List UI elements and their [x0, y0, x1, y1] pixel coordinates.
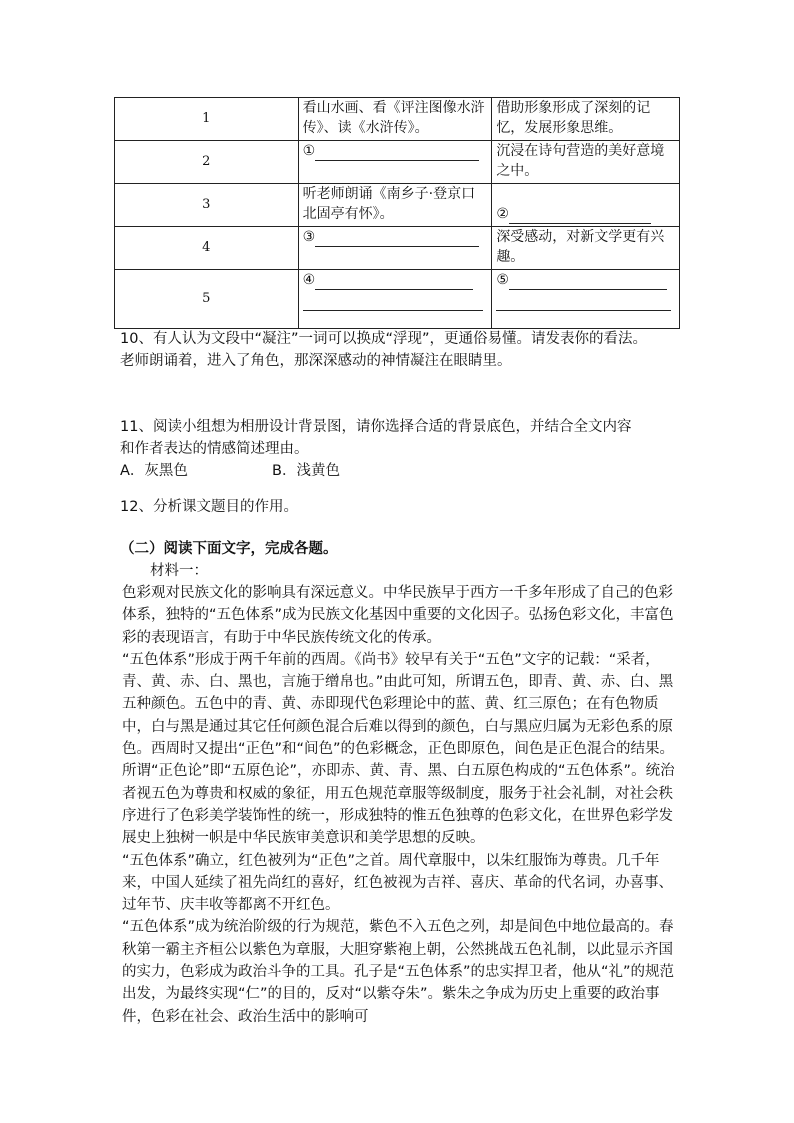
- passage-paragraph: “五色体系”形成于两千年前的西周。《尚书》较早有关于“五色”文字的记载：“采者，青、黄、赤、白、黑也，言施于缯帛也。”由此可知，所谓五色，即青、黄、赤、白、黑五种颜色。五色中的青、黄、赤即现代色彩理论中的蓝、黄、红三原色；在有色物质中，白与黑是通过其它任何颜色混合后难以得到的颜色，白与黑应归属为无彩色系的原色。西周时又提出“正色”和“间色”的色彩概念，正色即原色，间色是正色混合的结果。所谓“正色论”即“五原色论”，亦即赤、黄、青、黑、白五原色构成的“五色体系”。统治者视五色为尊贵和权威的象征，用五色规范章服等级制度，服务于社会礼制，对社会秩序进行了色彩美学装饰性的统一，形成独特的惟五色独尊的色彩文化，在世界色彩学发展史上独树一帜是中华民族审美意识和美学思想的反映。: [122, 651, 675, 847]
- effect-cell: 沉浸在诗句营造的美好意境之中。: [492, 141, 680, 184]
- blank-marker: ②: [496, 206, 509, 222]
- table-row: [115, 227, 680, 270]
- question-10: 10、有人认为文段中“凝注”一词可以换成“浮现”，更通俗易懂。请发表你的看法。: [120, 331, 647, 347]
- blank-marker: ①: [302, 143, 316, 159]
- material-label: 材料一：: [150, 563, 208, 579]
- table-row: [115, 184, 680, 227]
- activity-cell: [298, 227, 492, 270]
- table-row: [115, 98, 680, 141]
- question-10-quote: 老师朗诵着，进入了角色，那深深感动的神情凝注在眼睛里。: [120, 353, 512, 369]
- question-12: 12、分析课文题目的作用。: [120, 499, 298, 515]
- table-row: [115, 270, 680, 329]
- question-11: 11、阅读小组想为相册设计背景图，请你选择合适的背景底色，并结合全文内容: [120, 419, 632, 435]
- answer-blank[interactable]: [303, 290, 484, 311]
- passage-paragraph: “五色体系”确立，红色被列为“正色”之首。周代章服中，以朱红服饰为尊贵。几千年来，中国人延续了祖先尚红的喜好，红色被视为吉祥、喜庆、革命的代名词，办喜事、过年节、庆丰收等都离不开红色。: [122, 852, 673, 914]
- activity-cell: 看山水画、看《评注图像水浒传》、读《水浒传》。: [298, 98, 492, 141]
- effect-cell: [492, 184, 680, 227]
- answer-table: [114, 97, 680, 329]
- blank-marker: ④: [302, 272, 316, 288]
- answer-blank[interactable]: [509, 273, 667, 290]
- activity-cell: [298, 270, 492, 329]
- option-b: B．浅黄色: [272, 463, 340, 479]
- activity-cell: 听老师朗诵《南乡子·登京口北固亭有怀》。: [298, 184, 492, 227]
- passage: [122, 582, 682, 1028]
- effect-cell: 借助形象形成了深刻的记忆，发展形象思维。: [492, 98, 680, 141]
- effect-cell: 深受感动，对新文学更有兴趣。: [492, 227, 680, 270]
- section-heading: （二）阅读下面文字，完成各题。: [120, 541, 338, 557]
- row-number: 1: [115, 98, 299, 141]
- question-11-cont: 和作者表达的情感简述理由。: [120, 441, 309, 457]
- row-number: 2: [115, 141, 299, 184]
- blank-marker: ⑤: [496, 272, 509, 288]
- answer-blank[interactable]: [315, 273, 473, 290]
- activity-cell: [298, 141, 492, 184]
- passage-paragraph: “五色体系”成为统治阶级的行为规范，紫色不入五色之列，却是间色中地位最高的。春秋第一霸主齐桓公以紫色为章服，大胆穿紫袍上朝，公然挑战五色礼制，以此显示齐国的实力，色彩成为政治斗争的工具。孔子是“五色体系”的忠实捍卫者，他从“礼”的规范出发，为最终实现“仁”的目的，反对“以紫夺朱”。紫朱之争成为历史上重要的政治事件，色彩在社会、政治生活中的影响可: [122, 919, 675, 1025]
- option-a: A．灰黑色: [120, 463, 188, 479]
- passage-paragraph: 色彩观对民族文化的影响具有深远意义。中华民族早于西方一千多年形成了自己的色彩体系，独特的“五色体系”成为民族文化基因中重要的文化因子。弘扬色彩文化，丰富色彩的表现语言，有助于中华民族传统文化的传承。: [122, 585, 674, 646]
- answer-blank[interactable]: [315, 144, 479, 161]
- row-number: 5: [115, 270, 299, 329]
- row-number: 3: [115, 184, 299, 227]
- table-row: [115, 141, 680, 184]
- answer-blank[interactable]: [496, 290, 671, 311]
- effect-cell: [492, 270, 680, 329]
- blank-marker: ③: [302, 229, 316, 245]
- row-number: 4: [115, 227, 299, 270]
- answer-blank[interactable]: [315, 230, 479, 247]
- answer-blank[interactable]: [509, 207, 651, 224]
